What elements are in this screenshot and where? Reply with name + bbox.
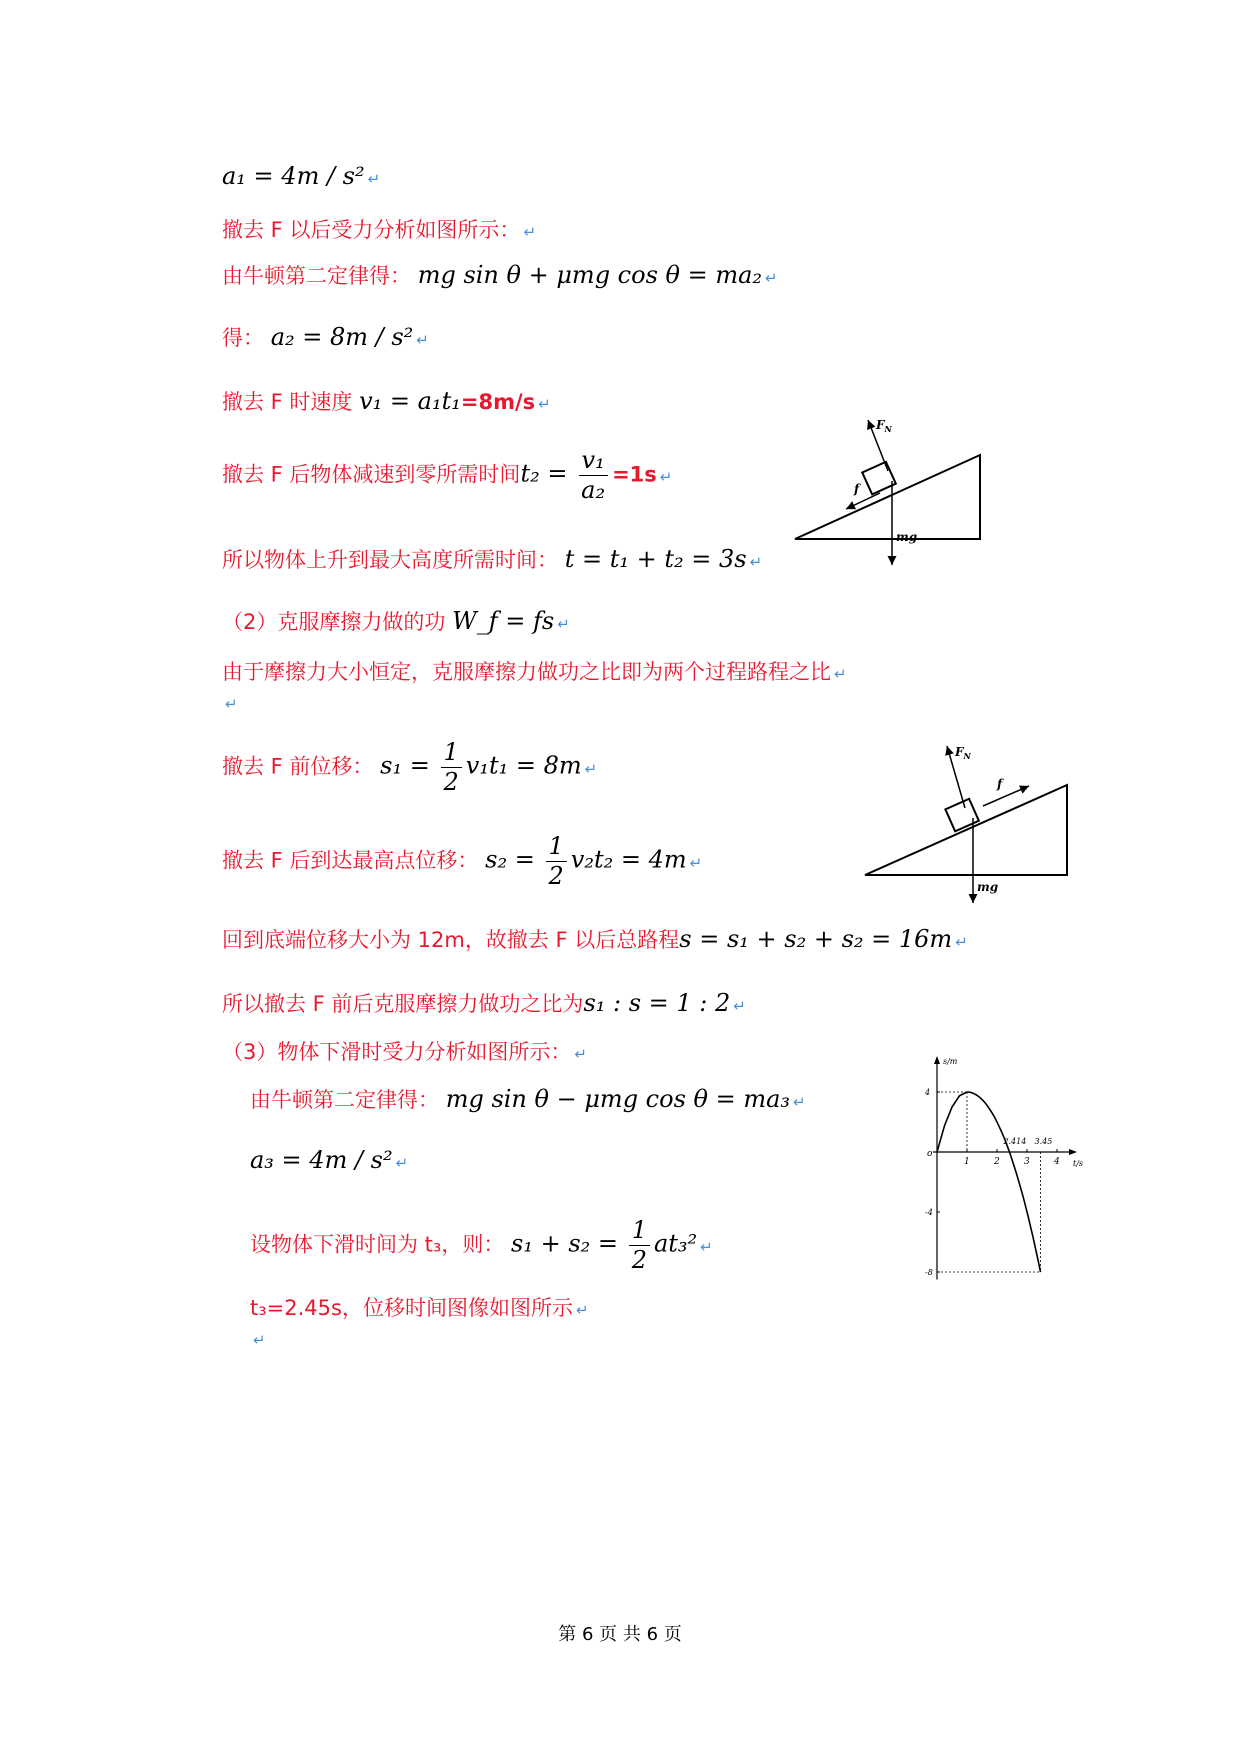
equation-a1 [222,162,380,190]
return-mark: ↵ [416,331,429,349]
y-tick-label: -8 [925,1268,933,1277]
text-l15: 由牛顿第二定律得： [250,1088,439,1112]
fraction-den: 2 [443,768,459,797]
empty-paragraph [222,690,238,714]
text-l11: 撤去 F 后到达最高点位移： [222,848,479,873]
fraction-num: v₁ [579,448,608,476]
text-l2: 撤去 F 以后受力分析如图所示： [222,218,521,242]
fraction-num: 1 [629,1218,650,1246]
return-mark: ↵ [793,1093,806,1111]
velocity-v1 [222,386,551,416]
value-l5: =8m/s [460,390,536,414]
return-mark: ↵ [834,665,847,683]
time-t2 [222,448,672,503]
friction-arrow [983,786,1029,806]
return-mark: ↵ [395,1154,409,1172]
page-footer: 第 6 页 共 6 页 [558,1624,682,1645]
return-mark: ↵ [575,1301,589,1319]
return-mark: ↵ [225,695,238,713]
return-mark: ↵ [700,1237,713,1256]
annotation-2414: 2.414 [1003,1137,1027,1146]
text-l12: 回到底端位移大小为 12m，故撤去 F 以后总路程 [222,928,680,952]
total-path [222,924,968,954]
text-l18: t₃=2.45s，位移时间图像如图所示 [250,1296,573,1320]
fraction-half [441,740,462,795]
math-l11b: v₂t₂ = 4m [570,845,687,874]
fraction-v1-a2 [578,448,608,503]
math-a1: a₁ = 4m / s² [222,162,365,190]
empty-paragraph [250,1326,266,1350]
x-axis-arrow [1069,1149,1077,1155]
incline-diagram-1 [780,415,1000,575]
text-l13: 所以撤去 F 前后克服摩擦力做功之比为 [222,992,584,1016]
math-l15: mg sin θ − μmg cos θ = ma₃ [445,1085,791,1113]
return-mark: ↵ [253,1331,266,1349]
x-tick-label: 2 [994,1157,1000,1167]
annotation-345: 3.45 [1034,1137,1053,1146]
return-mark: ↵ [955,933,968,951]
math-l12: s = s₁ + s₂ + s₂ = 16m [679,925,953,953]
math-l4: a₂ = 8m / s² [270,323,414,351]
return-mark: ↵ [765,269,778,287]
friction-work [222,606,570,636]
math-l10b: v₁t₁ = 8m [465,751,582,780]
return-mark: ↵ [523,223,537,241]
work-ratio [222,988,746,1018]
math-l10a: s₁ = [380,751,430,780]
label-f: f [854,482,860,496]
displacement-s2 [222,834,702,889]
fraction-half [546,834,567,889]
math-l6: t₂ = [520,459,568,488]
newton-law-1 [222,260,778,290]
return-mark: ↵ [584,759,598,778]
math-l7: t = t₁ + t₂ = 3s [564,545,747,573]
t3-result [250,1292,589,1322]
fraction-half [629,1218,650,1273]
x-axis-label: t/s [1073,1159,1084,1168]
text-l8: （2）克服摩擦力做的功 [222,610,446,634]
text-l9: 由于摩擦力大小恒定，克服摩擦力做功之比即为两个过程路程之比 [222,660,831,684]
label-f: f [997,777,1003,791]
label-fn: $F_N$ [876,418,892,434]
text-l3: 由牛顿第二定律得： [222,264,411,288]
return-mark: ↵ [659,467,673,486]
y-tick-label: 4 [925,1088,931,1097]
part3-heading [222,1036,587,1066]
newton-law-3 [250,1084,806,1114]
return-mark: ↵ [749,553,763,571]
return-mark: ↵ [538,395,551,413]
friction-ratio-explain [222,656,847,686]
math-l17a: s₁ + s₂ = [511,1229,618,1258]
fraction-den: 2 [631,1246,647,1275]
value-l6: =1s [612,462,657,487]
incline-diagram-2 [855,738,1080,908]
return-mark: ↵ [557,615,570,633]
return-mark: ↵ [367,170,381,188]
curve-fall [967,1092,1041,1272]
equation-a3 [250,1146,408,1174]
text-l10: 撤去 F 前位移： [222,754,374,779]
text-l5: 撤去 F 时速度 [222,390,353,414]
return-mark: ↵ [574,1045,587,1063]
slide-time-equation [250,1218,713,1273]
fraction-num: 1 [546,834,567,862]
friction-arrow [846,493,880,509]
text-l4: 得： [222,326,264,350]
math-l3: mg sin θ + μmg cos θ = ma₂ [417,261,763,289]
fraction-num: 1 [441,740,462,768]
math-l13: s₁ : s = 1 : 2 [583,989,731,1017]
text-l6: 撤去 F 后物体减速到零所需时间 [222,462,521,487]
label-mg: mg [977,880,999,894]
fraction-den: 2 [548,862,564,891]
text-l14: （3）物体下滑时受力分析如图所示： [222,1040,572,1064]
origin-label: o [927,1149,933,1159]
math-l8: W_f = fs [452,607,555,635]
incline-triangle [865,785,1067,875]
curve-rise [937,1092,967,1152]
math-l11a: s₂ = [485,845,535,874]
total-rise-time [222,544,762,574]
return-mark: ↵ [689,853,703,872]
label-mg: mg [896,530,918,544]
return-mark: ↵ [733,997,746,1015]
text-remove-f-analysis [222,214,536,244]
text-l7: 所以物体上升到最大高度所需时间： [222,548,558,572]
x-tick-label: 1 [964,1157,970,1167]
math-l16: a₃ = 4m / s² [250,1146,393,1174]
math-l5: v₁ = a₁t₁ [359,387,461,415]
y-tick-label: -4 [925,1208,933,1217]
x-tick-label: 4 [1054,1157,1060,1167]
result-a2 [222,322,429,352]
y-axis-arrow [934,1056,940,1064]
block [862,462,896,495]
x-tick-label: 3 [1024,1157,1030,1167]
y-axis-label: s/m [943,1057,958,1066]
label-fn: $F_N$ [955,745,971,761]
displacement-s1 [222,740,597,795]
text-l17: 设物体下滑时间为 t₃，则： [250,1232,505,1257]
displacement-time-chart [905,1052,1115,1302]
math-l17b: at₃² [653,1229,698,1258]
fraction-den: a₂ [581,476,606,505]
